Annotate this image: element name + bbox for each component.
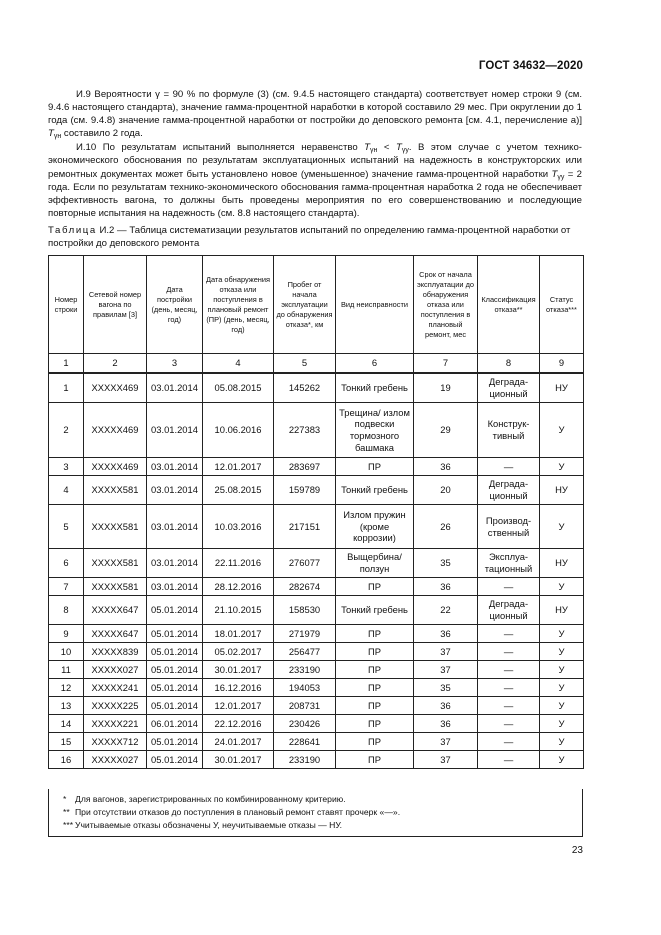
table-cell: ПР bbox=[336, 697, 414, 715]
table-cell: Деграда-ционный bbox=[478, 373, 540, 403]
column-header: Сетевой номер вагона по правилам [3] bbox=[84, 256, 147, 354]
table-cell: 19 bbox=[414, 373, 478, 403]
table-cell: 159789 bbox=[274, 476, 336, 505]
table-cell: 28.12.2016 bbox=[203, 578, 274, 596]
table-cell: 233190 bbox=[274, 661, 336, 679]
caption-label: Таблица bbox=[48, 225, 97, 236]
table-cell: 06.01.2014 bbox=[147, 715, 203, 733]
table-cell: 05.02.2017 bbox=[203, 643, 274, 661]
table-cell: У bbox=[540, 751, 584, 769]
text-segment: И.9 Вероятности γ = 90 % по формуле (3) (см. 9.4.5 настоящего стандарта) соответствует номер строки 9 (см. 9.4.6 настоящего стандарта), значение гамма-процентной наработки в которой составило 29 мес. При округлении до 1 года (см. 9.4.8) значение гамма-процентной наработки от постройки до деповского ремонта [см. 4.1, перечисление а)] bbox=[48, 89, 582, 127]
table-cell: Тонкий гребень bbox=[336, 373, 414, 403]
table-cell: 36 bbox=[414, 625, 478, 643]
table-cell: 10.06.2016 bbox=[203, 403, 274, 458]
text-segment: составило 2 года. bbox=[61, 128, 143, 140]
table-cell: — bbox=[478, 578, 540, 596]
column-number: 8 bbox=[478, 354, 540, 374]
table-cell: ПР bbox=[336, 458, 414, 476]
table-cell: У bbox=[540, 643, 584, 661]
table-cell: ПР bbox=[336, 751, 414, 769]
footnote bbox=[63, 819, 582, 832]
table-cell: XXXXX027 bbox=[84, 751, 147, 769]
table-cell: — bbox=[478, 661, 540, 679]
table-cell: НУ bbox=[540, 549, 584, 578]
table-row bbox=[49, 679, 584, 697]
table-cell: 35 bbox=[414, 679, 478, 697]
table-cell: 282674 bbox=[274, 578, 336, 596]
table-cell: 05.01.2014 bbox=[147, 643, 203, 661]
text-segment: = 2 года. Если по результатам технико-экономического обоснования гамма-процентная наработка 2 года не обеспечивает эффективность вагона, то должны быть проведены мероприятия по его совершенствованию и последующие повторные испытания на надежность (см. 8.8 настоящего стандарта). bbox=[48, 168, 582, 219]
table-cell: XXXXX469 bbox=[84, 373, 147, 403]
table-cell: 158530 bbox=[274, 596, 336, 625]
table-cell: 36 bbox=[414, 715, 478, 733]
table-cell: — bbox=[478, 733, 540, 751]
table-cell: Излом пружин (кроме коррозии) bbox=[336, 505, 414, 549]
column-header: Статус отказа*** bbox=[540, 256, 584, 354]
table-cell: 05.01.2014 bbox=[147, 733, 203, 751]
table-cell: 194053 bbox=[274, 679, 336, 697]
text-segment: . В этом случае с учетом технико-экономического обоснования по результатам эксплуатационных испытаний на надежность в конструкторских или ремонтных документах может быть установлено новое (уменьшенное) значение гамма-процентной наработки bbox=[48, 142, 582, 180]
symbol-subscript: γу bbox=[401, 147, 409, 155]
table-cell: 145262 bbox=[274, 373, 336, 403]
table-row bbox=[49, 549, 584, 578]
table-cell: XXXXX712 bbox=[84, 733, 147, 751]
page-number: 23 bbox=[571, 845, 583, 856]
table-cell: Трещина/ излом подвески тормозного башмака bbox=[336, 403, 414, 458]
table-cell: 26 bbox=[414, 505, 478, 549]
table-cell: 12.01.2017 bbox=[203, 697, 274, 715]
table-cell: ПР bbox=[336, 625, 414, 643]
table-cell: — bbox=[478, 643, 540, 661]
footnote-text: Учитываемые отказы обозначены У, неучитываемые отказы — НУ. bbox=[75, 820, 343, 830]
table-cell: ПР bbox=[336, 733, 414, 751]
column-number: 7 bbox=[414, 354, 478, 374]
table-head bbox=[49, 256, 584, 374]
footnote-text: Для вагонов, зарегистрированных по комбинированному критерию. bbox=[75, 794, 346, 804]
table-cell: 208731 bbox=[274, 697, 336, 715]
symbol-t: T bbox=[395, 142, 402, 154]
table-cell: XXXXX221 bbox=[84, 715, 147, 733]
table-cell: 276077 bbox=[274, 549, 336, 578]
table-cell: 227383 bbox=[274, 403, 336, 458]
table-cell: 05.01.2014 bbox=[147, 679, 203, 697]
footnote-mark: *** bbox=[63, 820, 74, 830]
column-number: 5 bbox=[274, 354, 336, 374]
column-header: Пробег от начала эксплуатации до обнаружения отказа*, км bbox=[274, 256, 336, 354]
table-cell: 22.11.2016 bbox=[203, 549, 274, 578]
table-row bbox=[49, 403, 584, 458]
table-cell: 05.01.2014 bbox=[147, 751, 203, 769]
table-cell: 05.01.2014 bbox=[147, 596, 203, 625]
table-cell: — bbox=[478, 679, 540, 697]
table-cell: Конструк-тивный bbox=[478, 403, 540, 458]
table-cell: 5 bbox=[49, 505, 84, 549]
table-cell: — bbox=[478, 715, 540, 733]
table-cell: 16.12.2016 bbox=[203, 679, 274, 697]
table-row bbox=[49, 476, 584, 505]
table-cell: 256477 bbox=[274, 643, 336, 661]
table-cell: 36 bbox=[414, 458, 478, 476]
table-cell: 13 bbox=[49, 697, 84, 715]
table-cell: 11 bbox=[49, 661, 84, 679]
symbol-t: T bbox=[364, 142, 371, 154]
caption-text: И.2 — Таблица систематизации результатов испытаний по определению гамма-процентной наработки от постройки до деповского ремонта bbox=[48, 225, 571, 250]
column-header: Дата постройки (день, месяц, год) bbox=[147, 256, 203, 354]
table-cell: 03.01.2014 bbox=[147, 505, 203, 549]
footnote bbox=[63, 806, 582, 819]
table-row bbox=[49, 505, 584, 549]
table-cell: 37 bbox=[414, 751, 478, 769]
paragraph-i9 bbox=[48, 88, 582, 140]
table-cell: У bbox=[540, 733, 584, 751]
table-cell: 29 bbox=[414, 403, 478, 458]
table-cell: 271979 bbox=[274, 625, 336, 643]
table-cell: 22 bbox=[414, 596, 478, 625]
table-cell: 05.01.2014 bbox=[147, 661, 203, 679]
table-cell: НУ bbox=[540, 373, 584, 403]
table-cell: Тонкий гребень bbox=[336, 596, 414, 625]
symbol-subscript: γн bbox=[53, 133, 62, 141]
table-cell: ПР bbox=[336, 643, 414, 661]
results-table bbox=[48, 255, 584, 769]
table-footnotes bbox=[48, 789, 583, 837]
table-cell: Деграда-ционный bbox=[478, 596, 540, 625]
table-cell: XXXXX469 bbox=[84, 403, 147, 458]
table-cell: — bbox=[478, 625, 540, 643]
table-row bbox=[49, 661, 584, 679]
column-number: 3 bbox=[147, 354, 203, 374]
table-row bbox=[49, 625, 584, 643]
column-header: Срок от начала эксплуатации до обнаружения отказа или поступления в плановый ремонт, мес bbox=[414, 256, 478, 354]
symbol-t: T bbox=[48, 128, 54, 140]
table-cell: ПР bbox=[336, 578, 414, 596]
table-cell: 21.10.2015 bbox=[203, 596, 274, 625]
table-cell: 20 bbox=[414, 476, 478, 505]
table-cell: 217151 bbox=[274, 505, 336, 549]
symbol-t: T bbox=[551, 168, 558, 180]
table-cell: НУ bbox=[540, 596, 584, 625]
table-cell: XXXXX581 bbox=[84, 505, 147, 549]
symbol-subscript: γу bbox=[557, 173, 565, 181]
table-cell: У bbox=[540, 679, 584, 697]
column-header: Номер строки bbox=[49, 256, 84, 354]
table-cell: 05.08.2015 bbox=[203, 373, 274, 403]
column-number: 4 bbox=[203, 354, 274, 374]
table-cell: XXXXX581 bbox=[84, 549, 147, 578]
table-cell: XXXXX469 bbox=[84, 458, 147, 476]
table-cell: 283697 bbox=[274, 458, 336, 476]
table-cell: XXXXX581 bbox=[84, 578, 147, 596]
table-row bbox=[49, 751, 584, 769]
table-cell: 05.01.2014 bbox=[147, 697, 203, 715]
table-cell: 3 bbox=[49, 458, 84, 476]
table-cell: 12 bbox=[49, 679, 84, 697]
table-cell: Производ-ственный bbox=[478, 505, 540, 549]
footnote-text: При отсутствии отказов до поступления в плановый ремонт ставят прочерк «—». bbox=[75, 807, 401, 817]
table-cell: XXXXX027 bbox=[84, 661, 147, 679]
header-row bbox=[49, 256, 584, 354]
table-cell: 228641 bbox=[274, 733, 336, 751]
table-cell: — bbox=[478, 751, 540, 769]
footnote-mark: * bbox=[63, 794, 67, 804]
footnote-mark: ** bbox=[63, 807, 70, 817]
table-cell: — bbox=[478, 458, 540, 476]
table-cell: 10 bbox=[49, 643, 84, 661]
table-cell: Выщербина/ ползун bbox=[336, 549, 414, 578]
table-cell: XXXXX581 bbox=[84, 476, 147, 505]
table-cell: 6 bbox=[49, 549, 84, 578]
footnote bbox=[63, 793, 582, 806]
table-row bbox=[49, 578, 584, 596]
body-text bbox=[48, 88, 582, 220]
column-header: Дата обнаружения отказа или поступления в плановый ремонт (ПР) (день, месяц, год) bbox=[203, 256, 274, 354]
table-cell: 8 bbox=[49, 596, 84, 625]
table-cell: 03.01.2014 bbox=[147, 476, 203, 505]
table-cell: 37 bbox=[414, 661, 478, 679]
table-cell: У bbox=[540, 661, 584, 679]
table-cell: 15 bbox=[49, 733, 84, 751]
table-cell: Эксплуа-тационный bbox=[478, 549, 540, 578]
table-row bbox=[49, 596, 584, 625]
table-row bbox=[49, 373, 584, 403]
table-caption bbox=[48, 224, 582, 250]
table-cell: 10.03.2016 bbox=[203, 505, 274, 549]
text-segment: < bbox=[377, 142, 396, 154]
table-cell: 03.01.2014 bbox=[147, 549, 203, 578]
table-cell: XXXXX647 bbox=[84, 625, 147, 643]
table-body bbox=[49, 373, 584, 769]
table-cell: 230426 bbox=[274, 715, 336, 733]
table-cell: НУ bbox=[540, 476, 584, 505]
table-row bbox=[49, 715, 584, 733]
table-cell: ПР bbox=[336, 715, 414, 733]
table-cell: Деграда-ционный bbox=[478, 476, 540, 505]
column-number: 9 bbox=[540, 354, 584, 374]
table-cell: 24.01.2017 bbox=[203, 733, 274, 751]
table-row bbox=[49, 733, 584, 751]
text-segment: И.10 По результатам испытаний выполняется неравенство bbox=[76, 142, 365, 154]
table-cell: У bbox=[540, 458, 584, 476]
table-cell: 03.01.2014 bbox=[147, 578, 203, 596]
table-cell: — bbox=[478, 697, 540, 715]
table-cell: XXXXX241 bbox=[84, 679, 147, 697]
table-cell: ПР bbox=[336, 679, 414, 697]
table-row bbox=[49, 458, 584, 476]
table-cell: 37 bbox=[414, 733, 478, 751]
table-cell: 2 bbox=[49, 403, 84, 458]
table-cell: 25.08.2015 bbox=[203, 476, 274, 505]
table-cell: XXXXX839 bbox=[84, 643, 147, 661]
table-cell: 35 bbox=[414, 549, 478, 578]
column-number-row bbox=[49, 354, 584, 374]
paragraph-i10 bbox=[48, 141, 582, 220]
table-cell: У bbox=[540, 505, 584, 549]
table-cell: 4 bbox=[49, 476, 84, 505]
table-cell: У bbox=[540, 715, 584, 733]
table-row bbox=[49, 643, 584, 661]
column-number: 6 bbox=[336, 354, 414, 374]
table-cell: У bbox=[540, 578, 584, 596]
table-cell: 36 bbox=[414, 578, 478, 596]
column-number: 1 bbox=[49, 354, 84, 374]
table-cell: У bbox=[540, 403, 584, 458]
table-cell: ПР bbox=[336, 661, 414, 679]
document-code: ГОСТ 34632—2020 bbox=[478, 60, 583, 72]
table-cell: 1 bbox=[49, 373, 84, 403]
table-cell: 30.01.2017 bbox=[203, 661, 274, 679]
table-cell: 03.01.2014 bbox=[147, 458, 203, 476]
table-cell: 233190 bbox=[274, 751, 336, 769]
table-cell: У bbox=[540, 697, 584, 715]
table-cell: 18.01.2017 bbox=[203, 625, 274, 643]
table-cell: 05.01.2014 bbox=[147, 625, 203, 643]
table-cell: 03.01.2014 bbox=[147, 403, 203, 458]
table-cell: XXXXX225 bbox=[84, 697, 147, 715]
symbol-subscript: γн bbox=[370, 147, 378, 155]
table-cell: 7 bbox=[49, 578, 84, 596]
table-cell: 30.01.2017 bbox=[203, 751, 274, 769]
table-row bbox=[49, 697, 584, 715]
table-cell: У bbox=[540, 625, 584, 643]
table-cell: 9 bbox=[49, 625, 84, 643]
column-header: Классификация отказа** bbox=[478, 256, 540, 354]
column-number: 2 bbox=[84, 354, 147, 374]
table-cell: 22.12.2016 bbox=[203, 715, 274, 733]
table-cell: XXXXX647 bbox=[84, 596, 147, 625]
table-cell: 16 bbox=[49, 751, 84, 769]
column-header: Вид неисправности bbox=[336, 256, 414, 354]
table-cell: 12.01.2017 bbox=[203, 458, 274, 476]
table-cell: Тонкий гребень bbox=[336, 476, 414, 505]
table-cell: 03.01.2014 bbox=[147, 373, 203, 403]
table-cell: 37 bbox=[414, 643, 478, 661]
table-cell: 14 bbox=[49, 715, 84, 733]
table-cell: 36 bbox=[414, 697, 478, 715]
